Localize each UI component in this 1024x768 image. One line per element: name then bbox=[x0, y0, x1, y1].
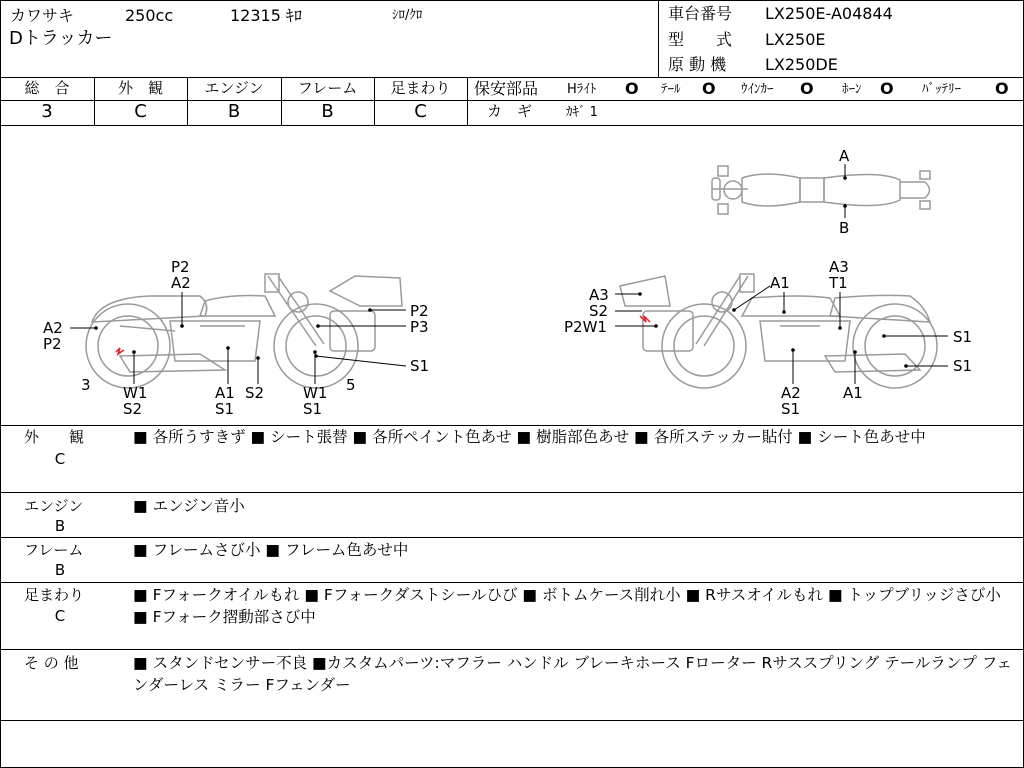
left-label-3: 3 bbox=[81, 376, 91, 394]
frame-no-label: 車台番号 bbox=[668, 4, 733, 23]
remark-label-engine: エンジン bbox=[24, 497, 84, 515]
key-label: カ ギ bbox=[487, 102, 533, 120]
left-side-motorcycle-icon bbox=[86, 274, 402, 388]
right-label-a1-bottom: A1 bbox=[843, 384, 863, 402]
remark-label-frame: フレーム bbox=[24, 541, 84, 559]
remark-label-exterior: 外 観 bbox=[24, 428, 85, 446]
right-label-a3-top: A3 bbox=[829, 258, 849, 276]
engine-model-label: 原 動 機 bbox=[668, 55, 727, 74]
exterior-label: 外 観 bbox=[117, 79, 163, 97]
left-label-p2: P2 bbox=[171, 258, 190, 276]
safety-battery-mark: O bbox=[995, 79, 1009, 98]
left-label-a2-side: A2 bbox=[43, 319, 63, 337]
left-label-p2-side: P2 bbox=[43, 335, 62, 353]
frame-grade: B bbox=[321, 101, 334, 122]
left-label-p3: P3 bbox=[410, 318, 429, 336]
remark-label-other: そ の 他 bbox=[24, 654, 79, 672]
remark-text-frame: ■ フレームさび小 ■ フレーム色あせ中 bbox=[133, 541, 409, 559]
right-label-a1-top: A1 bbox=[770, 274, 790, 292]
type-label: 型 式 bbox=[668, 30, 733, 49]
safety-winker-mark: O bbox=[800, 79, 814, 98]
safety-horn: ﾎｰﾝ bbox=[842, 82, 862, 97]
engine-grade: B bbox=[227, 101, 241, 122]
safety-headlight-mark: O bbox=[625, 79, 639, 98]
overall-grade: 3 bbox=[41, 101, 53, 122]
engine-label: エンジン bbox=[204, 79, 264, 97]
header-divider bbox=[658, 0, 659, 78]
right-label-s1-bottom: S1 bbox=[781, 400, 801, 418]
safety-winker: ｳｲﾝｶｰ bbox=[741, 82, 774, 97]
remark-label-suspension: 足まわり bbox=[24, 586, 85, 604]
top-label-rear: B bbox=[839, 219, 850, 237]
grade-mid-line bbox=[0, 100, 1024, 101]
remark-grade-frame: B bbox=[54, 561, 66, 579]
left-label-s1-bottom: S1 bbox=[215, 400, 235, 418]
remark-grade-engine: B bbox=[54, 517, 66, 535]
safety-taillight: ﾃｰﾙ bbox=[661, 82, 681, 97]
left-label-s2-mid: S2 bbox=[245, 384, 265, 402]
left-label-p2-right: P2 bbox=[410, 302, 429, 320]
safety-headlight: Hﾗｲﾄ bbox=[567, 82, 597, 97]
remark-text-exterior: ■ 各所うすきず ■ シート張替 ■ 各所ペイント色あせ ■ 樹脂部色あせ ■ 各所ステッカー貼付 ■ シート色あせ中 bbox=[133, 428, 926, 446]
left-label-s2: S2 bbox=[123, 400, 143, 418]
remarks-divider bbox=[0, 582, 1024, 583]
remark-grade-suspension: C bbox=[54, 607, 66, 625]
right-label-t1: T1 bbox=[829, 274, 848, 292]
remarks-divider bbox=[0, 492, 1024, 493]
left-label-w1-front: W1 bbox=[303, 384, 328, 402]
mileage: 12315 ｷﾛ bbox=[230, 6, 302, 25]
safety-label: 保安部品 bbox=[474, 79, 539, 98]
model-name: Dトラッカー bbox=[9, 28, 113, 49]
left-label-s1: S1 bbox=[410, 357, 430, 375]
right-label-a2: A2 bbox=[781, 384, 801, 402]
body-color: ｼﾛ/ｸﾛ bbox=[392, 8, 423, 23]
displacement: 250cc bbox=[125, 6, 174, 25]
remark-text-other: ■ スタンドセンサー不良 ■カスタムパーツ:マフラー ハンドル ブレーキホース Fローター Rサススプリング テールランプ フェンダーレス ミラー Fフェンダー bbox=[133, 654, 1013, 694]
remark-grade-exterior: C bbox=[54, 450, 66, 468]
right-label-a3: A3 bbox=[589, 286, 609, 304]
maker: カワサキ bbox=[10, 6, 75, 25]
safety-battery: ﾊﾞｯﾃﾘｰ bbox=[922, 82, 961, 97]
left-label-a2: A2 bbox=[171, 274, 191, 292]
exterior-grade: C bbox=[134, 101, 147, 122]
suspension-label: 足まわり bbox=[390, 79, 451, 97]
suspension-grade: C bbox=[414, 101, 427, 122]
right-label-p2w1: P2W1 bbox=[564, 318, 607, 336]
left-label-a1: A1 bbox=[215, 384, 235, 402]
top-label-front: A bbox=[839, 147, 850, 165]
frame-no: LX250E-A04844 bbox=[765, 4, 893, 23]
frame-label: フレーム bbox=[297, 79, 358, 97]
remark-text-suspension: ■ Fフォークオイルもれ ■ Fフォークダストシールひび ■ ボトムケース削れ小 ■ Rサスオイルもれ ■ トップブリッジさび小 ■ Fフォーク摺動部さび中 bbox=[133, 586, 1001, 626]
safety-taillight-mark: O bbox=[702, 79, 716, 98]
remark-text-engine: ■ エンジン音小 bbox=[133, 497, 245, 515]
overall-label: 総 合 bbox=[24, 79, 70, 97]
left-label-5: 5 bbox=[346, 376, 356, 394]
remarks-divider bbox=[0, 649, 1024, 650]
key-value: ｶｷﾞ 1 bbox=[566, 105, 598, 120]
right-label-s1-lower: S1 bbox=[953, 357, 973, 375]
engine-model-value: LX250DE bbox=[765, 55, 838, 74]
footer-blank bbox=[0, 720, 1024, 768]
right-label-s2: S2 bbox=[589, 302, 609, 320]
left-label-w1: W1 bbox=[123, 384, 148, 402]
left-label-s1-front: S1 bbox=[303, 400, 323, 418]
motorcycle-diagram bbox=[0, 126, 1024, 426]
grade-divider bbox=[467, 77, 468, 126]
top-view-motorcycle-icon bbox=[712, 166, 930, 214]
right-label-s1-upper: S1 bbox=[953, 328, 973, 346]
type-value: LX250E bbox=[765, 30, 826, 49]
safety-horn-mark: O bbox=[880, 79, 894, 98]
remarks-divider bbox=[0, 537, 1024, 538]
